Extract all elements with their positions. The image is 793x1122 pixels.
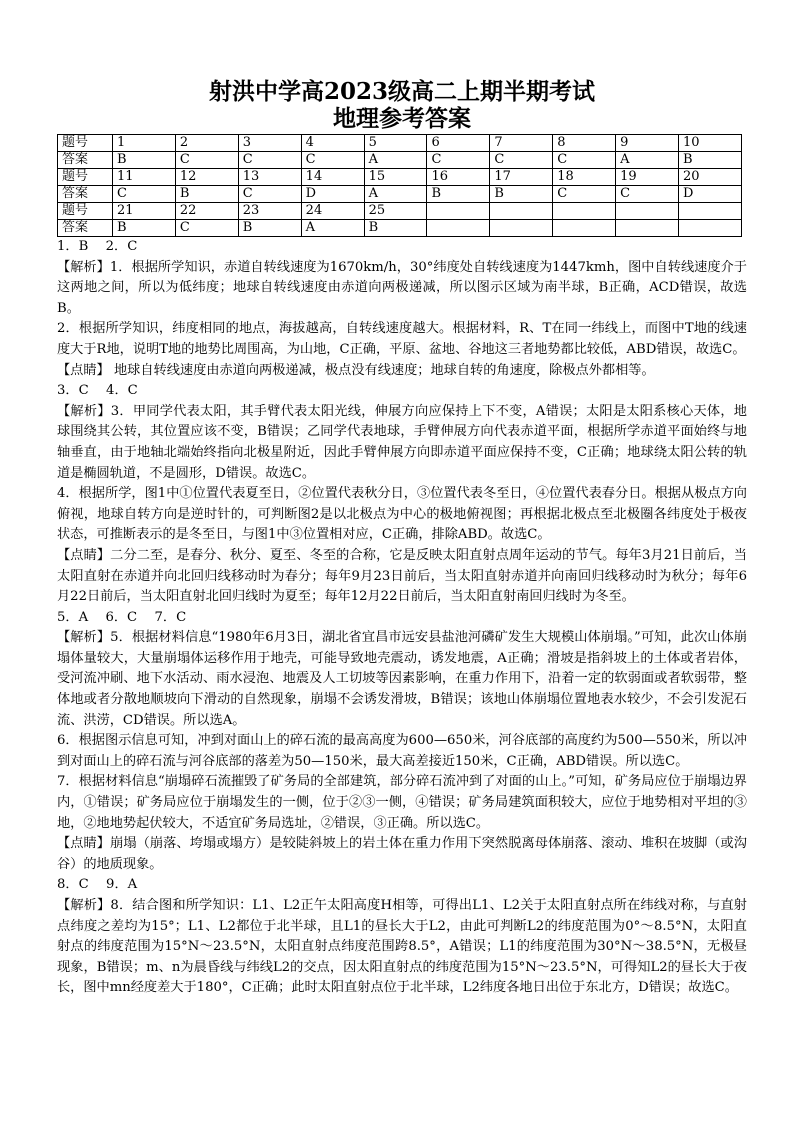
answer-table-cell	[427, 203, 490, 220]
answer-table-cell: 19	[616, 169, 679, 186]
answer-table-row	[58, 152, 742, 169]
answer-table-cell: 12	[175, 169, 238, 186]
answer-table-cell: 6	[427, 135, 490, 152]
answer-table-row-label: 题号	[58, 169, 113, 186]
answer-table	[57, 134, 742, 237]
explanation-paragraph: 6．根据图示信息可知，冲到对面山上的碎石流的最高高度为600—650米，河谷底部的高度约为500—550米，所以冲到对面山上的碎石流与河谷底部的落差为50—150米，最大高差接近150米，C正确，ABD错误。所以选C。	[57, 733, 747, 769]
answer-table-row	[58, 220, 742, 237]
answer-table-cell: C	[490, 152, 553, 169]
explanation-paragraph: 【解析】8．结合图和所学知识：L1、L2正午太阳高度H相等，可得出L1、L2关于太阳直射点所在纬线对称，与直射点纬度之差均为15°；L1、L2都位于北半球，且L1的昼长大于L2，由此可判断L2的纬度范围为0°～8.5°N，太阳直射点的纬度范围为15°N～23.5°N，太阳直射点纬度范围跨8.5°，A错误；L1的纬度范围为30°N～38.5°N，无极昼现象，B错误；m、n为晨昏线与纬线L2的交点，因太阳直射点的纬度范围为15°N～23.5°N，可得知L2的昼长大于夜长，图中mn经度差大于180°，C正确；此时太阳直射点位于北半球，L2纬度各地日出位于东北方，D错误；故选C。	[57, 898, 747, 996]
answer-table-cell: 20	[679, 169, 742, 186]
answer-table-cell: 5	[364, 135, 427, 152]
answer-table-cell: 1	[113, 135, 176, 152]
explanation-paragraph: 【点睛】 地球自转线速度由赤道向两极递减，极点没有线速度；地球自转的角速度，除极点外都相等。	[57, 362, 655, 378]
answer-table-cell: 21	[113, 203, 176, 220]
answer-table-cell	[490, 220, 553, 237]
answer-table-cell	[553, 220, 616, 237]
answer-table-cell: C	[238, 186, 301, 203]
answer-table-cell: C	[553, 152, 616, 169]
answer-table-cell: C	[238, 152, 301, 169]
explanation-paragraph: 1．B 2．C	[57, 239, 138, 254]
answer-table-cell: C	[301, 152, 364, 169]
answer-table-cell: 22	[175, 203, 238, 220]
answer-table-cell: 13	[238, 169, 301, 186]
answer-table-row	[58, 203, 742, 220]
answer-table-cell: B	[679, 152, 742, 169]
answer-table-cell: B	[364, 220, 427, 237]
answer-table-cell: A	[616, 152, 679, 169]
answer-table-row-label: 答案	[58, 152, 113, 169]
answer-table-cell: C	[553, 186, 616, 203]
answer-table-cell: 10	[679, 135, 742, 152]
explanation-paragraph: 8．C 9．A	[57, 877, 138, 893]
explanation-paragraph: 【点睛】二分二至，是春分、秋分、夏至、冬至的合称，它是反映太阳直射点周年运动的节气。每年3月21日前后，当太阳直射在赤道并向北回归线移动时为春分；每年9月23日前后，当太阳直射赤道并向南回归线移动时为秋分；每年6月22日前后，当太阳直射北回归线时为夏至；每年12月22日前后，当太阳直射南回归线时为冬至。	[57, 547, 747, 605]
answer-sheet-page	[57, 78, 747, 999]
answer-table-cell: 18	[553, 169, 616, 186]
answer-table-cell: C	[175, 152, 238, 169]
answer-table-cell: 16	[427, 169, 490, 186]
answer-table-cell: 17	[490, 169, 553, 186]
answer-table-cell: 4	[301, 135, 364, 152]
answer-table-row	[58, 186, 742, 203]
answer-table-row-label: 答案	[58, 220, 113, 237]
answer-table-cell: 7	[490, 135, 553, 152]
explanation-paragraph: 5．A 6．C 7．C	[57, 609, 187, 625]
explanation-paragraph: 3．C 4．C	[57, 383, 138, 399]
answer-table-cell: B	[427, 186, 490, 203]
answer-table-cell: A	[364, 186, 427, 203]
explanation-paragraph: 【解析】1．根据所学知识，赤道自转线速度为1670km/h，30°纬度处自转线速度为1447kmh，图中自转线速度介于这两地之间，所以为低纬度；地球自转线速度由赤道向两极递减，所以图示区域为南半球，B正确，ACD错误，故选B。	[57, 259, 747, 316]
answer-table-cell: 3	[238, 135, 301, 152]
answer-table-row-label: 题号	[58, 135, 113, 152]
answer-table-cell: B	[113, 220, 176, 237]
answer-table-cell: D	[301, 186, 364, 203]
explanation-paragraph: 【点睛】崩塌（崩落、垮塌或塌方）是较陡斜坡上的岩土体在重力作用下突然脱离母体崩落、滚动、堆积在坡脚（或沟谷）的地质现象。	[57, 836, 747, 872]
answer-table-cell	[616, 203, 679, 220]
answer-table-cell: D	[679, 186, 742, 203]
answer-table-cell: B	[490, 186, 553, 203]
answer-table-cell	[679, 220, 742, 237]
answer-table-cell	[679, 203, 742, 220]
answer-table-cell: C	[616, 186, 679, 203]
answer-table-row-label: 答案	[58, 186, 113, 203]
answer-table-row-label: 题号	[58, 203, 113, 220]
explanation-paragraph: 4．根据所学，图1中①位置代表夏至日，②位置代表秋分日，③位置代表冬至日，④位置代表春分日。根据从极点方向俯视，地球自转方向是逆时针的，可判断图2是以北极点为中心的极地俯视图；再根据北极点至北极圈各纬度处于极夜状态，可推断表示的是冬至日，与图1中③位置相对应，C正确，排除ABD。故选C。	[57, 486, 747, 543]
answer-table-cell: B	[238, 220, 301, 237]
answer-table-cell: 14	[301, 169, 364, 186]
answer-table-cell	[553, 203, 616, 220]
answer-table-cell: 11	[113, 169, 176, 186]
answer-table-cell: A	[364, 152, 427, 169]
explanation-paragraph: 2．根据所学知识，纬度相同的地点，海拔越高，自转线速度越大。根据材料，R、T在同一纬线上，而图中T地的线速度大于R地，说明T地的地势比周围高，为山地，C正确，平原、盆地、谷地这三者地势都比较低，ABD错误，故选C。	[57, 321, 747, 357]
explanation-paragraph: 【解析】5．根据材料信息“1980年6月3日，湖北省宜昌市远安县盐池河磷矿发生大规模山体崩塌。”可知，此次山体崩塌体量较大，大量崩塌体运移作用于地壳，可能导致地壳震动，诱发地震，A正确；滑坡是指斜坡上的土体或者岩体，受河流冲刷、地下水活动、雨水浸泡、地震及人工切坡等因素影响，在重力作用下，沿着一定的软弱面或者软弱带，整体地或者分散地顺坡向下滑动的自然现象，崩塌不会诱发滑坡，B错误；该地山体崩塌位置地表水较少，不会引发泥石流、洪涝，CD错误。所以选A。	[57, 630, 747, 728]
answer-table-cell	[490, 203, 553, 220]
answer-table-cell: B	[113, 152, 176, 169]
exam-subtitle: 地理参考答案	[333, 105, 471, 132]
answer-table-cell: 15	[364, 169, 427, 186]
answer-table-cell: B	[175, 186, 238, 203]
answer-table-row	[58, 135, 742, 152]
answer-table-row	[58, 169, 742, 186]
answer-table-cell: C	[113, 186, 176, 203]
answer-table-cell: C	[175, 220, 238, 237]
answer-table-cell: 2	[175, 135, 238, 152]
exam-title: 射洪中学高2023级高二上期半期考试	[208, 78, 595, 105]
answer-table-cell: 23	[238, 203, 301, 220]
answer-table-cell	[616, 220, 679, 237]
explanation-text	[57, 237, 747, 999]
answer-table-cell: 9	[616, 135, 679, 152]
explanation-paragraph: 【解析】3．甲同学代表太阳，其手臂代表太阳光线，伸展方向应保持上下不变，A错误；太阳是太阳系核心天体，地球围绕其公转，其位置应该不变，B错误；乙同学代表地球，手臂伸展方向代表赤道平面，根据所学赤道平面始终与地轴垂直，由于地轴北端始终指向北极星附近，因此手臂伸展方向即赤道平面应保持不变，C正确；地球绕太阳公转的轨道是椭圆轨道，不是圆形，D错误。故选C。	[57, 403, 747, 481]
answer-table-cell: 24	[301, 203, 364, 220]
answer-table-cell	[427, 220, 490, 237]
explanation-paragraph: 7．根据材料信息“崩塌碎石流摧毁了矿务局的全部建筑，部分碎石流冲到了对面的山上。”可知，矿务局应位于崩塌边界内，①错误；矿务局应位于崩塌发生的一侧，位于②③一侧，④错误；矿务局建筑面积较大，应位于地势相对平坦的③地，②地地势起伏较大，不适宜矿务局选址，②错误，③正确。所以选C。	[57, 774, 747, 831]
answer-table-cell: A	[301, 220, 364, 237]
answer-table-cell: 25	[364, 203, 427, 220]
answer-table-cell: 8	[553, 135, 616, 152]
answer-table-cell: C	[427, 152, 490, 169]
